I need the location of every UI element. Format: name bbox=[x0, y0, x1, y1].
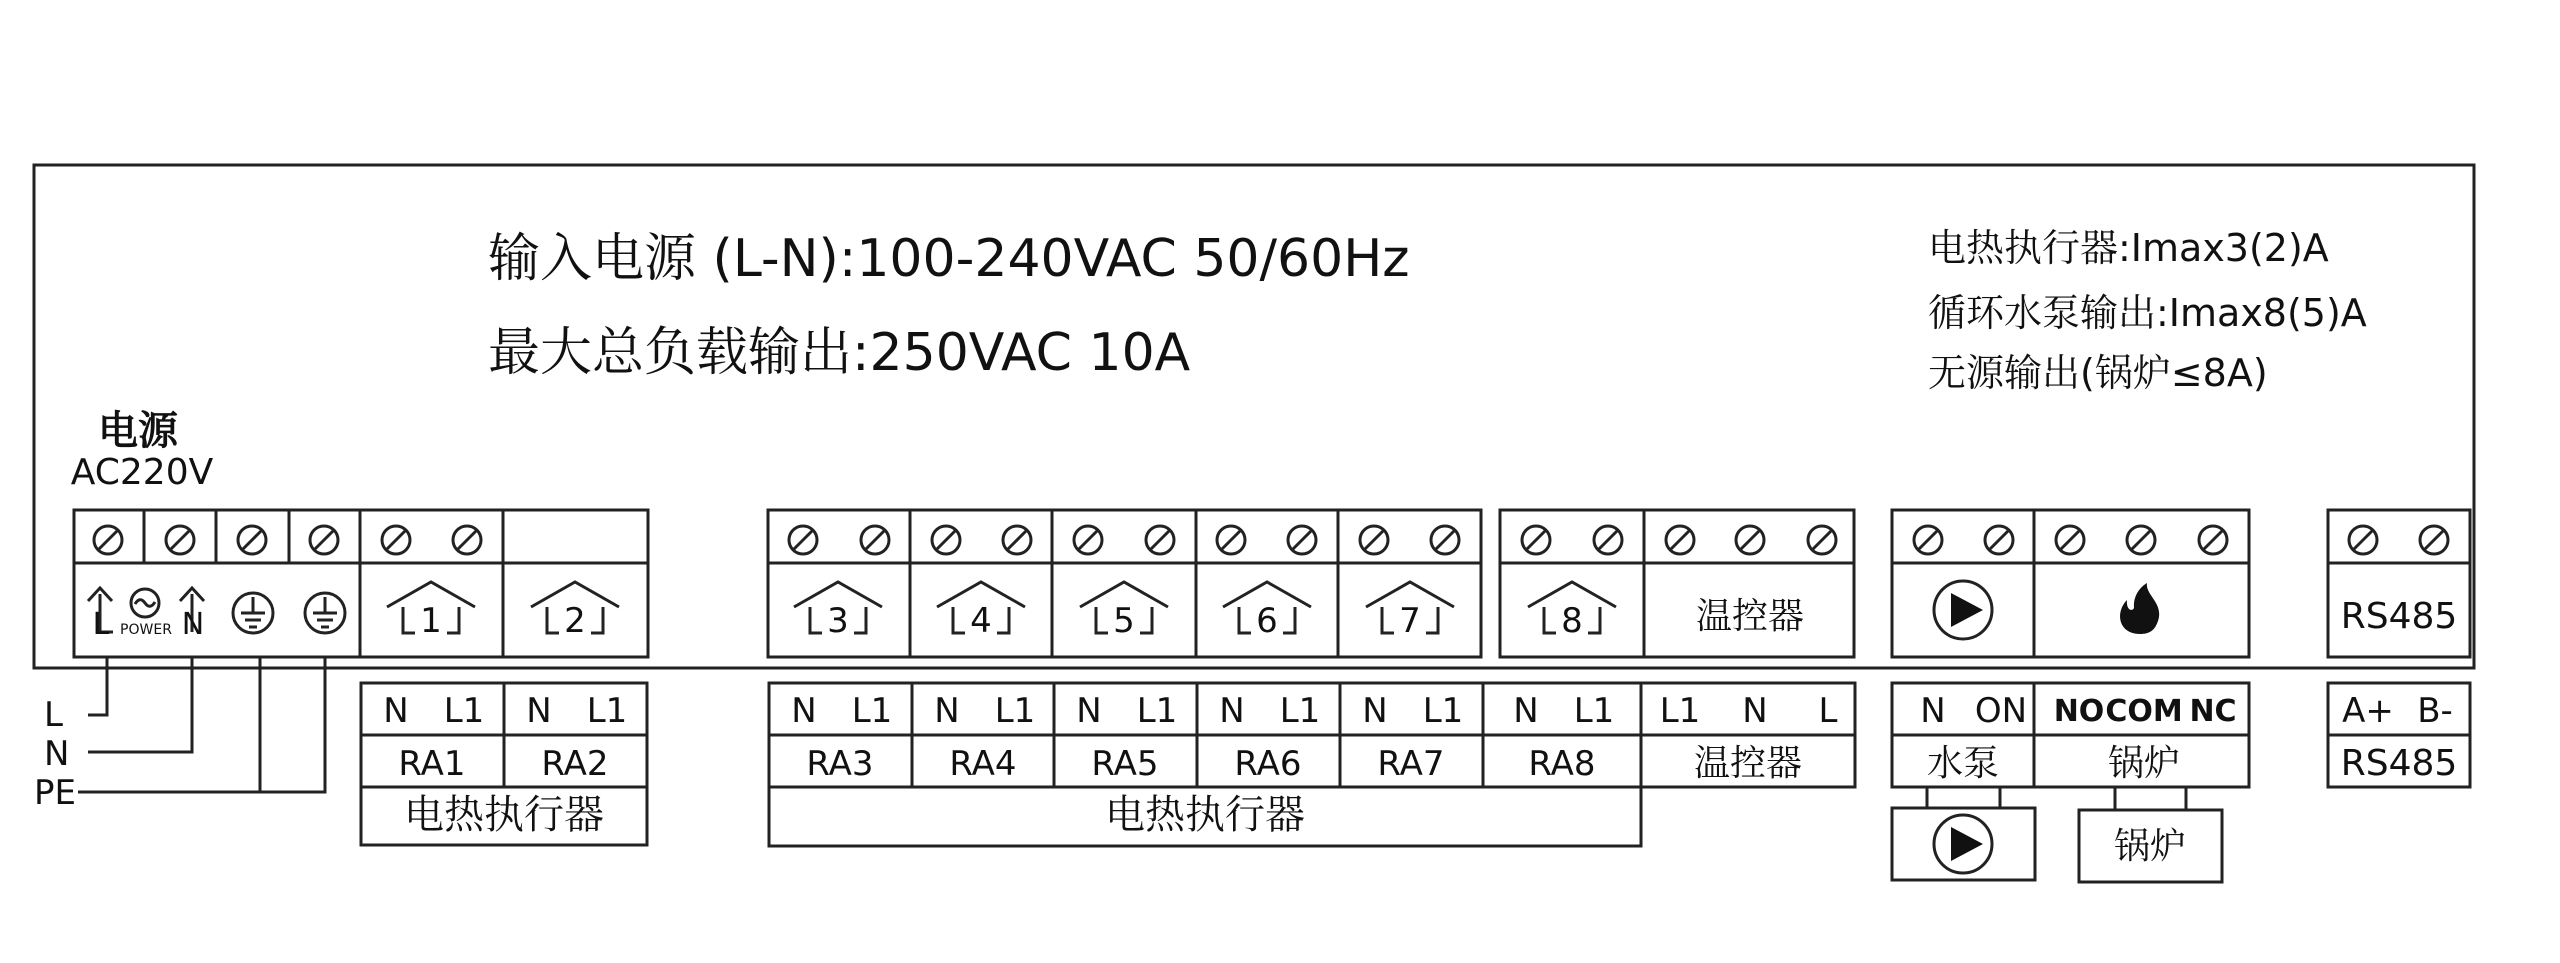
zone-number-label: 8 bbox=[1561, 601, 1583, 641]
terminal-l1-label: L1 bbox=[1573, 691, 1615, 731]
power-l-label: L bbox=[92, 607, 110, 642]
mains-n-label: N bbox=[44, 734, 70, 774]
screw-terminal-icon[interactable] bbox=[2199, 526, 2227, 554]
actuator-ra-label: RA2 bbox=[541, 744, 609, 784]
screw-terminal-icon[interactable] bbox=[2420, 526, 2448, 554]
zone-number-label: 1 bbox=[420, 601, 442, 641]
terminal-n-label: N bbox=[1513, 691, 1539, 731]
screw-terminal-icon[interactable] bbox=[2056, 526, 2084, 554]
screw-terminal-icon[interactable] bbox=[1146, 526, 1174, 554]
zone-number-label: 6 bbox=[1256, 601, 1278, 641]
terminal-n-label: N bbox=[934, 691, 960, 731]
boiler-term-label: NO bbox=[2053, 694, 2105, 729]
screw-terminal-icon[interactable] bbox=[1360, 526, 1388, 554]
zone-arrow-icon bbox=[794, 582, 882, 641]
pump-term-label: N bbox=[1920, 691, 1946, 731]
screw-terminals bbox=[94, 526, 2448, 554]
actuator-ra-label: RA1 bbox=[398, 744, 466, 784]
rs485-term-label: A+ bbox=[2342, 691, 2394, 731]
zone-arrows bbox=[387, 582, 1616, 641]
zone-arrow-icon bbox=[1366, 582, 1454, 641]
screw-terminal-icon[interactable] bbox=[166, 526, 194, 554]
terminal-n-label: N bbox=[383, 691, 409, 731]
power-title: 电源 bbox=[98, 408, 178, 454]
screw-terminal-icon[interactable] bbox=[2349, 526, 2377, 554]
screw-terminal-icon[interactable] bbox=[789, 526, 817, 554]
zone-number-label: 5 bbox=[1113, 601, 1135, 641]
input-power-spec: 输入电源 (L-N):100-240VAC 50/60Hz bbox=[488, 229, 1410, 289]
power-symbol-icon bbox=[88, 588, 204, 642]
zone-arrow-icon bbox=[1223, 582, 1311, 641]
zone-number-label: 4 bbox=[970, 601, 992, 641]
actuator-current-spec: 电热执行器:Imax3(2)A bbox=[1928, 226, 2329, 270]
external-pump bbox=[1892, 787, 2035, 880]
power-n-label: N bbox=[181, 607, 205, 642]
thermostat-label: 温控器 bbox=[1695, 596, 1805, 637]
screw-terminal-icon[interactable] bbox=[453, 526, 481, 554]
terminal-n-label: N bbox=[526, 691, 552, 731]
terminal-n-label: N bbox=[791, 691, 817, 731]
screw-terminal-icon[interactable] bbox=[1594, 526, 1622, 554]
terminal-l1-label: L1 bbox=[1136, 691, 1178, 731]
ground-icon bbox=[233, 593, 273, 633]
zone-arrow-icon bbox=[387, 582, 475, 641]
terminal-l1-label: L1 bbox=[1279, 691, 1321, 731]
pump-table-label: 水泵 bbox=[1926, 743, 2000, 784]
mains-l-label: L bbox=[44, 695, 63, 735]
thermostat-term-label: L bbox=[1818, 691, 1838, 731]
external-boiler bbox=[2079, 787, 2222, 882]
screw-terminal-icon[interactable] bbox=[1217, 526, 1245, 554]
power-voltage: AC220V bbox=[70, 452, 214, 493]
rs485-term-label: B- bbox=[2417, 691, 2453, 731]
terminal-l1-label: L1 bbox=[994, 691, 1036, 731]
zone-number-label: 3 bbox=[827, 601, 849, 641]
boiler-term-label: COM bbox=[2105, 694, 2183, 729]
thermostat-table-label: 温控器 bbox=[1693, 743, 1803, 784]
pump-current-spec: 循环水泵输出:Imax8(5)A bbox=[1928, 291, 2367, 335]
pump-term-label: ON bbox=[1974, 691, 2028, 731]
power-mark: POWER bbox=[120, 622, 172, 638]
zone-arrow-icon bbox=[937, 582, 1025, 641]
boiler-box-label: 锅炉 bbox=[2113, 826, 2187, 867]
terminal-l1-label: L1 bbox=[443, 691, 485, 731]
zone-arrow-icon bbox=[531, 582, 619, 641]
zone-number-label: 2 bbox=[564, 601, 586, 641]
screw-terminal-icon[interactable] bbox=[861, 526, 889, 554]
mains-pe-label: PE bbox=[34, 773, 76, 813]
thermostat-term-label: N bbox=[1742, 691, 1768, 731]
screw-terminal-icon[interactable] bbox=[2127, 526, 2155, 554]
boiler-term-label: NC bbox=[2189, 694, 2237, 729]
terminal-l1-label: L1 bbox=[586, 691, 628, 731]
bottom-labels bbox=[383, 691, 2457, 838]
dry-contact-spec: 无源输出(锅炉≤8A) bbox=[1928, 351, 2268, 395]
thermostat-term-label: L1 bbox=[1659, 691, 1701, 731]
screw-terminal-icon[interactable] bbox=[1666, 526, 1694, 554]
screw-terminal-icon[interactable] bbox=[1288, 526, 1316, 554]
screw-terminal-icon[interactable] bbox=[310, 526, 338, 554]
screw-terminal-icon[interactable] bbox=[1808, 526, 1836, 554]
terminal-l1-label: L1 bbox=[1422, 691, 1464, 731]
screw-terminal-icon[interactable] bbox=[1074, 526, 1102, 554]
zone-arrow-icon bbox=[1080, 582, 1168, 641]
max-load-spec: 最大总负载输出:250VAC 10A bbox=[488, 323, 1191, 383]
terminal-n-label: N bbox=[1362, 691, 1388, 731]
screw-terminal-icon[interactable] bbox=[238, 526, 266, 554]
terminal-n-label: N bbox=[1076, 691, 1102, 731]
actuator-group-label: 电热执行器 bbox=[1105, 792, 1305, 838]
screw-terminal-icon[interactable] bbox=[932, 526, 960, 554]
actuator-group-label: 电热执行器 bbox=[404, 792, 604, 838]
actuator-ra-label: RA6 bbox=[1234, 744, 1302, 784]
screw-terminal-icon[interactable] bbox=[382, 526, 410, 554]
screw-terminal-icon[interactable] bbox=[1431, 526, 1459, 554]
screw-terminal-icon[interactable] bbox=[1522, 526, 1550, 554]
actuator-ra-label: RA7 bbox=[1377, 744, 1445, 784]
screw-terminal-icon[interactable] bbox=[1003, 526, 1031, 554]
zone-number-label: 7 bbox=[1399, 601, 1421, 641]
rs485-label: RS485 bbox=[2340, 596, 2458, 637]
terminal-l1-label: L1 bbox=[851, 691, 893, 731]
flame-icon bbox=[2120, 583, 2159, 634]
actuator-ra-label: RA3 bbox=[806, 744, 874, 784]
screw-terminal-icon[interactable] bbox=[1985, 526, 2013, 554]
zone-arrow-icon bbox=[1528, 582, 1616, 641]
screw-terminal-icon[interactable] bbox=[1736, 526, 1764, 554]
mains-wiring bbox=[34, 657, 325, 813]
ground-icon bbox=[305, 593, 345, 633]
actuator-ra-label: RA5 bbox=[1091, 744, 1159, 784]
screw-terminal-icon[interactable] bbox=[1914, 526, 1942, 554]
screw-terminal-icon[interactable] bbox=[94, 526, 122, 554]
boiler-table-label: 锅炉 bbox=[2107, 743, 2181, 784]
actuator-ra-label: RA8 bbox=[1528, 744, 1596, 784]
terminal-n-label: N bbox=[1219, 691, 1245, 731]
pump-icon bbox=[1934, 581, 1992, 639]
actuator-ra-label: RA4 bbox=[949, 744, 1017, 784]
rs485-table-label: RS485 bbox=[2340, 743, 2458, 784]
